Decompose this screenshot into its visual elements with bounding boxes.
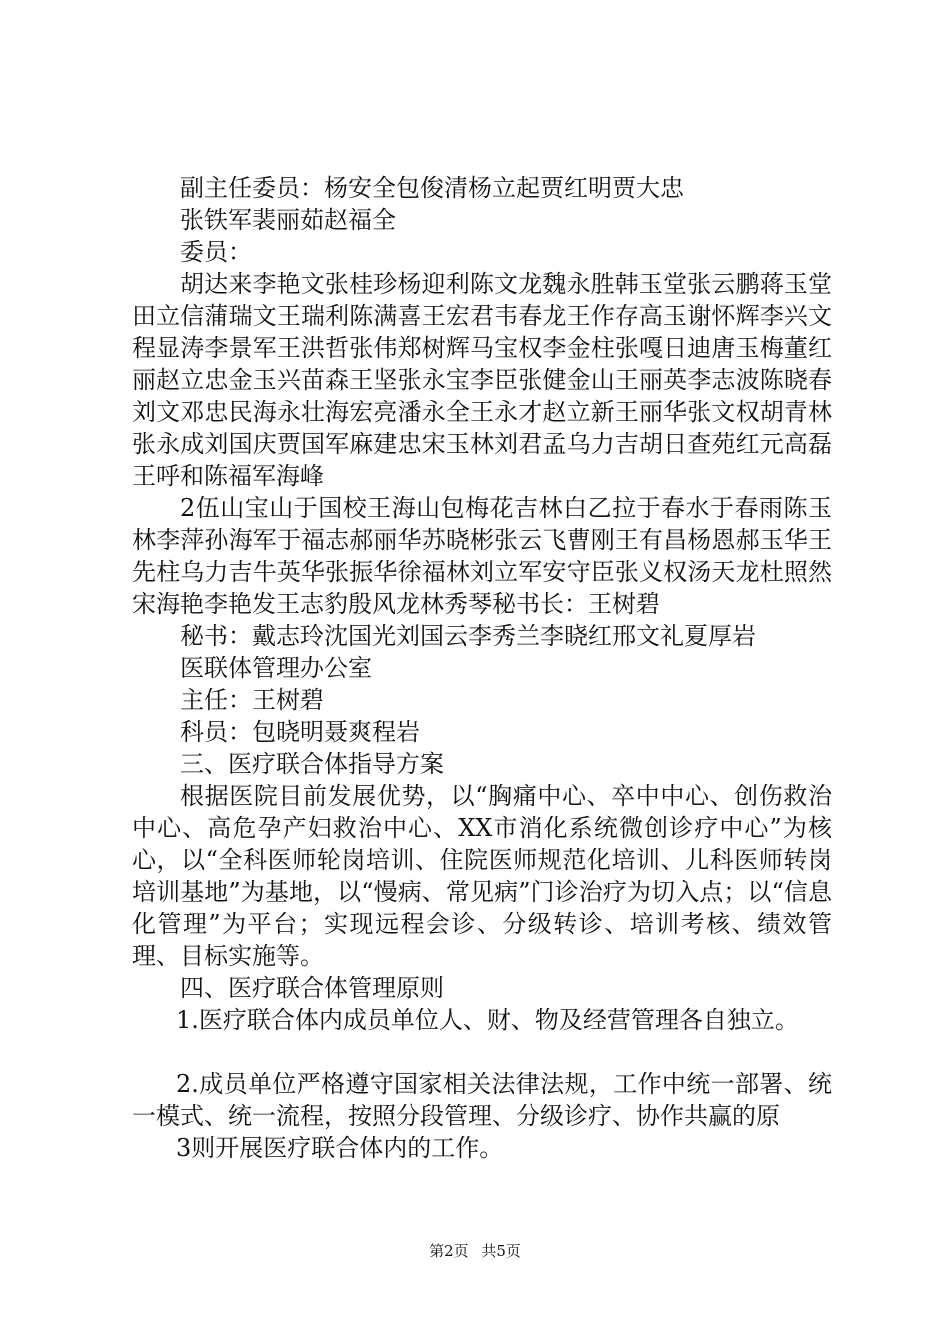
paragraph-vice-chairs: 副主任委员：杨安全包俊清杨立起贾红明贾大忠 — [180, 174, 684, 202]
section-heading-4: 四、医疗联合体管理原则 — [180, 974, 444, 1002]
paragraph-office-director: 主任：王树碧 — [180, 686, 324, 714]
paragraph-secretaries: 秘书：戴志玲沈国光刘国云李秀兰李晓红邢文礼夏厚岩 — [180, 622, 756, 650]
paragraph-office-heading: 医联体管理办公室 — [180, 654, 372, 682]
page-total: 共5页 — [481, 1242, 521, 1260]
paragraph-principle-3: 3则开展医疗联合体内的工作。 — [176, 1134, 504, 1162]
paragraph-office-staff: 科员：包晓明聂爽程岩 — [180, 718, 420, 746]
paragraph-guidance-plan: 根据医院目前发展优势，以“胸痛中心、卒中中心、创伤救治中心、高危孕产妇救治中心、XX市消化系统微创诊疗中心”为核心，以“全科医师轮岗培训、住院医师规范化培训、儿科医师转岗培训基地”为基地，以“慢病、常见病”门诊治疗为切入点；以“信息化管理”为平台；实现远程会诊、分级转诊、培训考核、绩效管理、目标实施等。 — [132, 782, 832, 970]
paragraph-members-list-1: 胡达来李艳文张桂珍杨迎利陈文龙魏永胜韩玉堂张云鹏蒋玉堂田立信蒲瑞文王瑞利陈满喜王宏君韦春龙王作存高玉谢怀辉李兴文程显涛李景军王洪哲张伟郑树辉马宝权李金柱张嘎日迪唐玉梅董红丽赵立忠金玉兴苗森王坚张永宝李臣张健金山王丽英李志波陈晓春刘文邓忠民海永壮海宏亮潘永全王永才赵立新王丽华张文权胡青林张永成刘国庆贾国军麻建忠宋玉林刘君孟乌力吉胡日查苑红元高磊王呼和陈福军海峰 — [132, 270, 832, 490]
paragraph-vice-chairs-cont: 张铁军裴丽茹赵福全 — [180, 206, 396, 234]
page-number: 第2页 — [429, 1242, 469, 1260]
page-footer — [0, 1240, 950, 1261]
document-body — [132, 172, 832, 1164]
paragraph-principle-2: 2.成员单位严格遵守国家相关法律法规，工作中统一部署、统一模式、统一流程，按照分段管理、分级诊疗、协作共赢的原 — [132, 1070, 832, 1130]
paragraph-members-heading: 委员： — [180, 238, 252, 266]
section-heading-3: 三、医疗联合体指导方案 — [180, 750, 444, 778]
paragraph-members-list-2: 2伍山宝山于国校王海山包梅花吉林白乙拉于春水于春雨陈玉林李萍孙海军于福志郝丽华苏晓彬张云飞曹刚王有昌杨恩郝玉华王先柱乌力吉牛英华张振华徐福林刘立军安守臣张义权汤天龙杜照然宋海艳李艳发王志豹殷风龙林秀琴秘书长：王树碧 — [132, 494, 832, 618]
paragraph-principle-1: 1.医疗联合体内成员单位人、财、物及经营管理各自独立。 — [176, 1006, 799, 1034]
